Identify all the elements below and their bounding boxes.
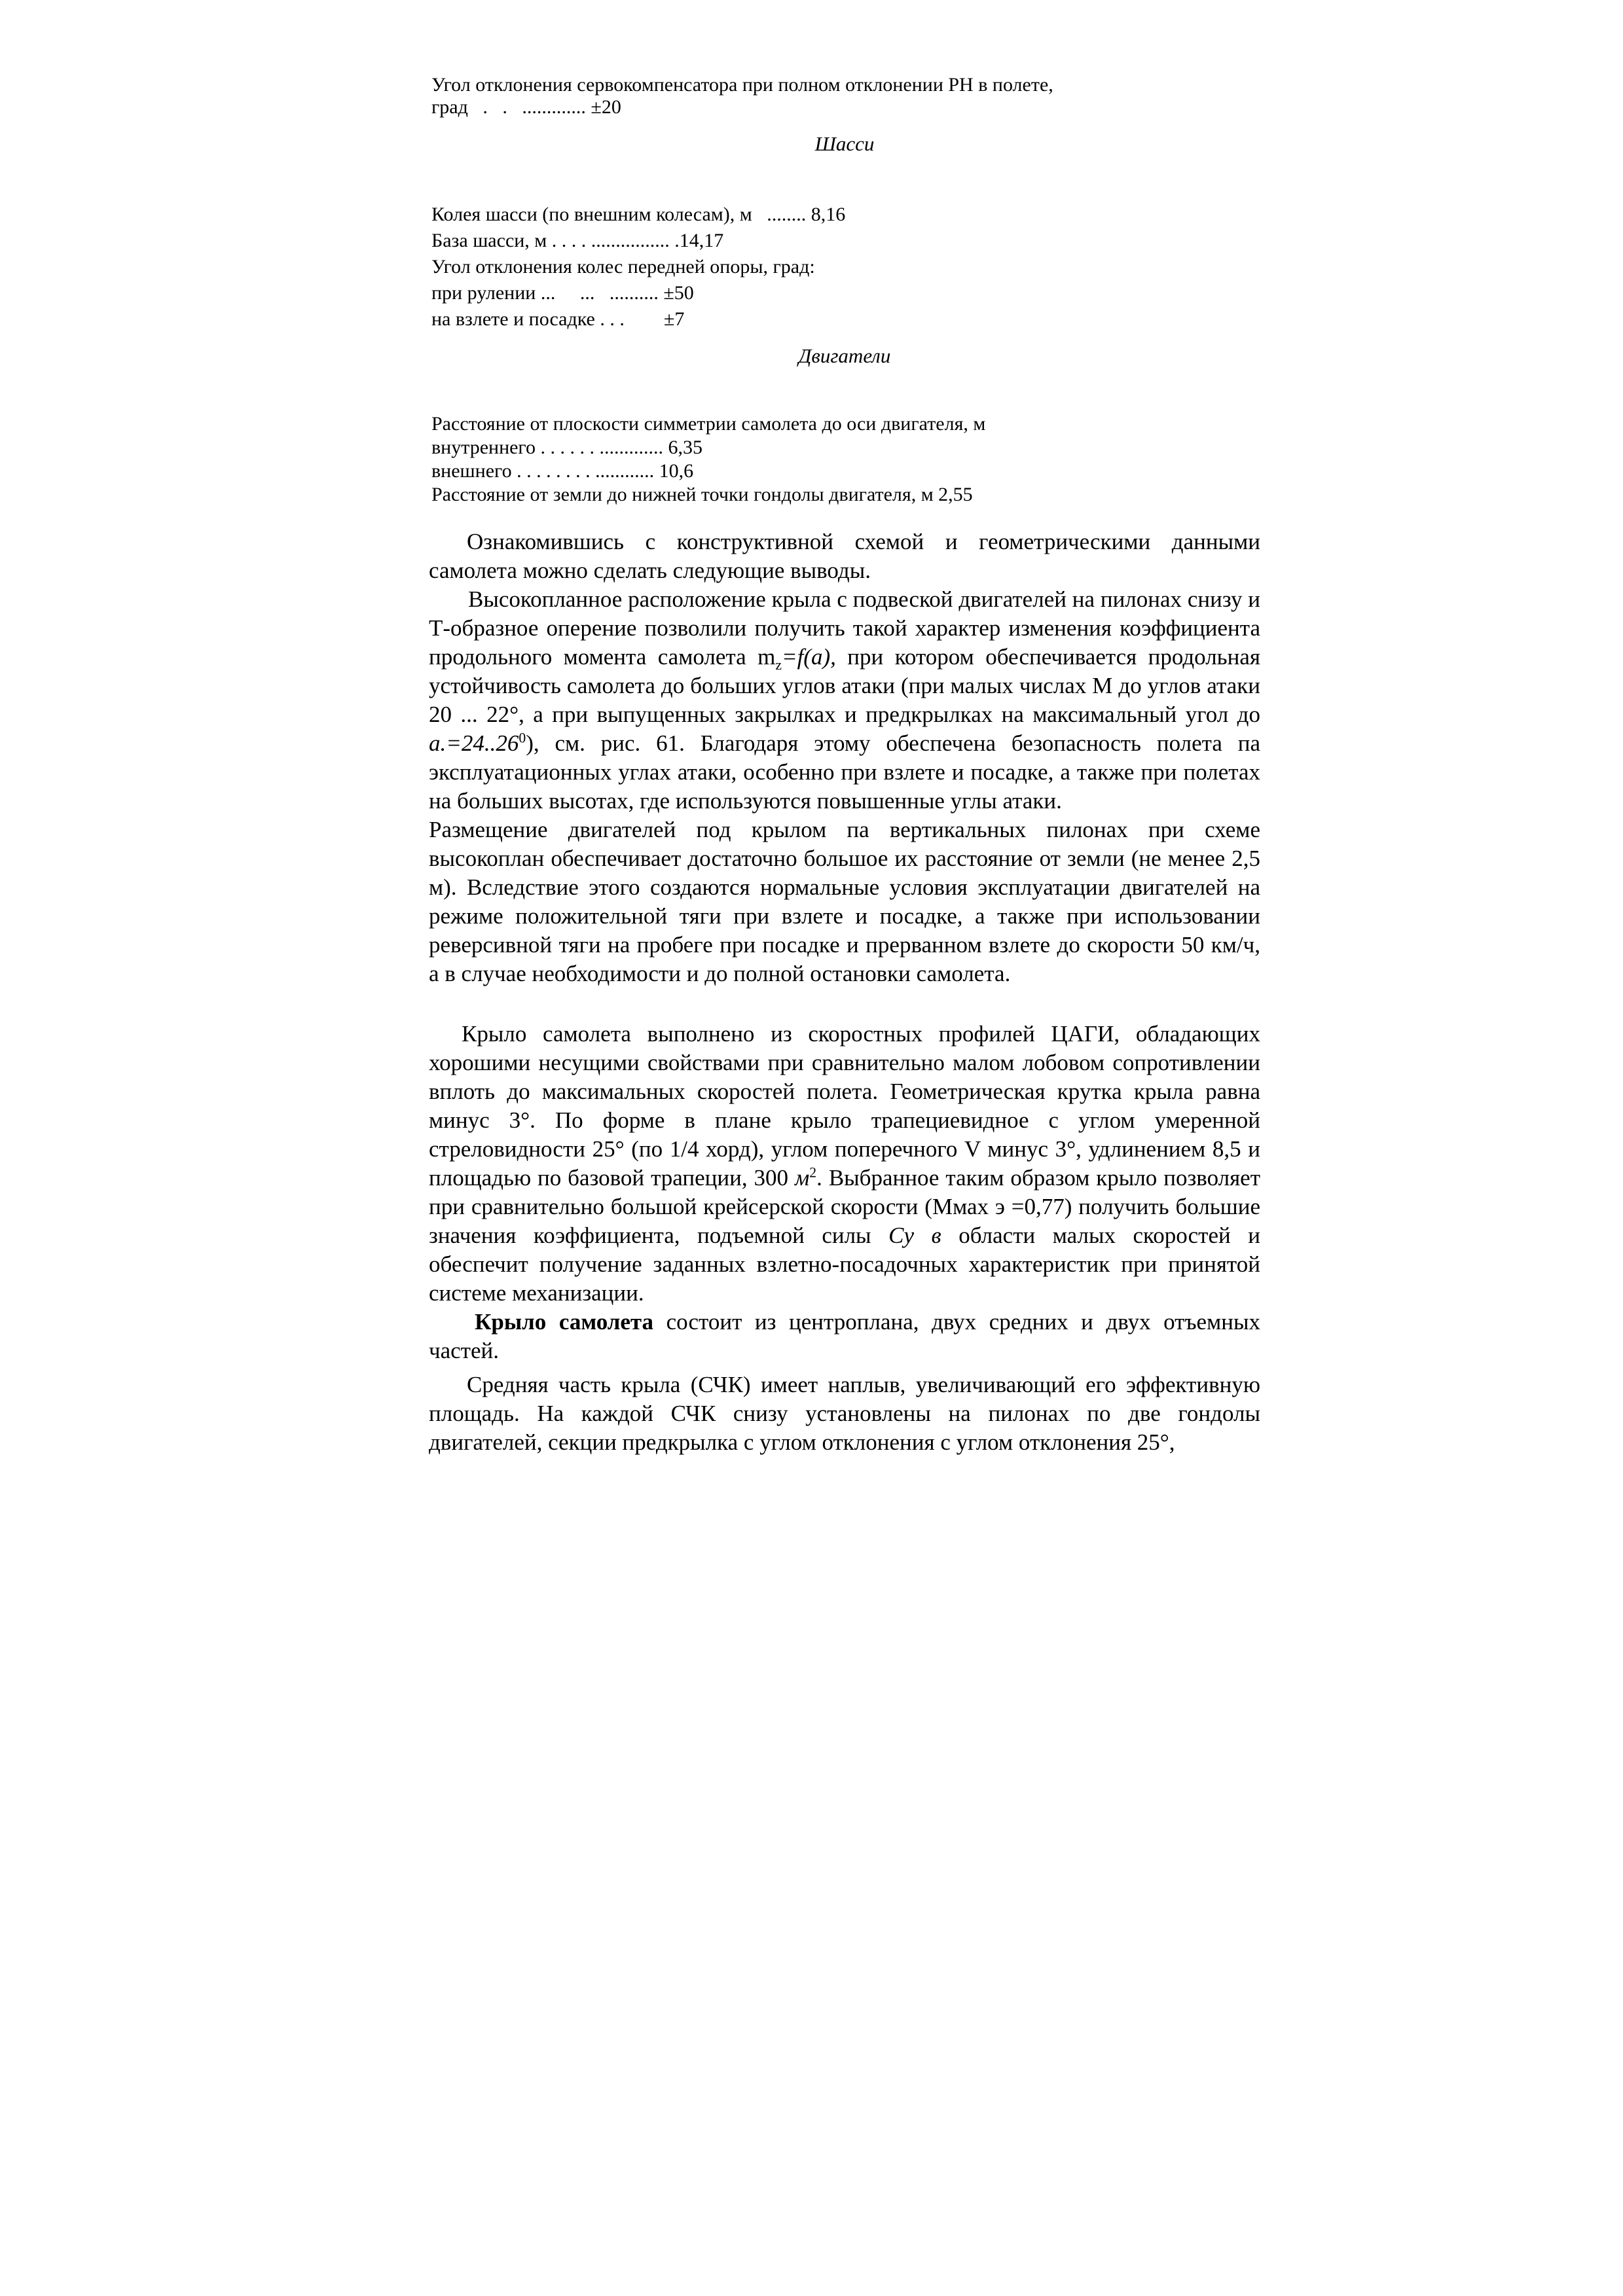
landing-gear-specs [431,202,1260,332]
spec-line: Колея шасси (по внешним колесам), м ........ 8,16 [431,204,846,225]
bold-term: Крыло самолета [475,1309,654,1335]
control-spec-block [431,72,1260,120]
spec-line: внутреннего . . . . . . ............. 6,35 [431,437,702,458]
paragraph: Размещение двигателей под крылом па вертикальных пилонах при схеме высокоплан обеспечивает достаточно большое их расстояние от земли (не менее 2,5 м). Вследствие этого создаются нормальные условия эксплуатации двигателей на режиме положительной тяги при взлете и посадке, а также при использовании реверсивной тяги на пробеге при посадке и прерванном взлете до скорости 50 км/ч, а в случае необходимости и до полной остановки самолета. [429,817,1260,986]
paragraph-text: . Выбранное таким образом крыло позволяет при сравнительно большой крейсерской скорости (Ммах э =0,77) получить большие значения коэффициента, подъемной силы [429,1165,1260,1248]
paragraph-text: состоит из центроплана, двух средних и двух отъемных частей. [429,1309,1260,1363]
subscript: z [775,657,782,673]
paragraph [429,1308,1260,1365]
spec-line: град . . ............. ±20 [431,96,621,118]
spec-line: Расстояние от земли до нижней точки гондолы двигателя, м 2,55 [431,484,973,505]
spec-line: внешнего . . . . . . . . ............ 10,6 [431,460,694,482]
document-page [429,72,1260,1457]
spec-line: Угол отклонения сервокомпенсатора при полном отклонении РН в полете, [431,74,1053,96]
paragraph-text: Высокопланное расположение крыла с подвеской двигателей на пилонах снизу и Т-образное оперение позволили получить такой характер изменения коэффициента продольного момента самолета m [429,586,1260,670]
section-heading-engines: Двигатели [798,344,891,367]
formula-text: Су в [888,1223,941,1248]
paragraph: Средняя часть крыла (СЧК) имеет наплыв, увеличивающий его эффективную площадь. На каждой СЧК снизу установлены на пилонах по две гондолы двигателей, секции предкрылка с углом отклонения с углом отклонения 25°, [429,1372,1260,1455]
formula-text: =f(a), [781,644,836,670]
engine-specs [431,412,1260,507]
formula-text: a.=24..26 [429,730,519,756]
spec-line: при рулении ... ... .......... ±50 [431,282,694,304]
superscript: 0 [519,730,526,746]
superscript: 2 [809,1164,817,1181]
spec-line: на взлете и посадке . . . ±7 [431,308,685,330]
section-heading-landing-gear: Шасси [814,132,875,155]
spec-line: Угол отклонения колес передней опоры, град: [431,256,815,278]
spec-line: База шасси, м . . . . ................ .14,17 [431,230,724,251]
paragraph-text: области малых скоростей и обеспечит получение заданных взлетно-посадочных характеристик при принятой системе механизации. [429,1223,1260,1306]
paragraph-text: Крыло самолета выполнено из скоростных профилей ЦАГИ, обладающих хорошими несущими свойствами при сравнительно малом лобовом сопротивлении вплоть до максимальных скоростей полета. Геометрическая крутка крыла равна минус 3°. По форме в плане крыло трапециевидное с углом умеренной стреловидности 25° (по 1/4 хорд), углом поперечного V минус 3°, удлинением 8,5 и площадью по базовой трапеции, 300 [429,1021,1260,1191]
paragraph-text: при котором обеспечивается продольная устойчивость самолета до больших углов атаки (при малых числах М до углов атаки 20 ... 22°, а при выпущенных закрылках и предкрылках на максимальный угол до [429,644,1261,727]
paragraph [429,1020,1260,1308]
paragraph: Ознакомившись с конструктивной схемой и геометрическими данными самолета можно сделать следующие выводы. [429,529,1260,583]
body-text [429,528,1260,1457]
paragraph [429,585,1260,816]
spec-line: Расстояние от плоскости симметрии самолета до оси двигателя, м [431,413,986,435]
unit-text: м [794,1165,810,1191]
paragraph-text: ), см. рис. 61. Благодаря этому обеспечена безопасность полета па эксплуатационных углах атаки, особенно при взлете и посадке, а также при полетах на больших высотах, где используются повышенные углы атаки. [429,730,1260,814]
